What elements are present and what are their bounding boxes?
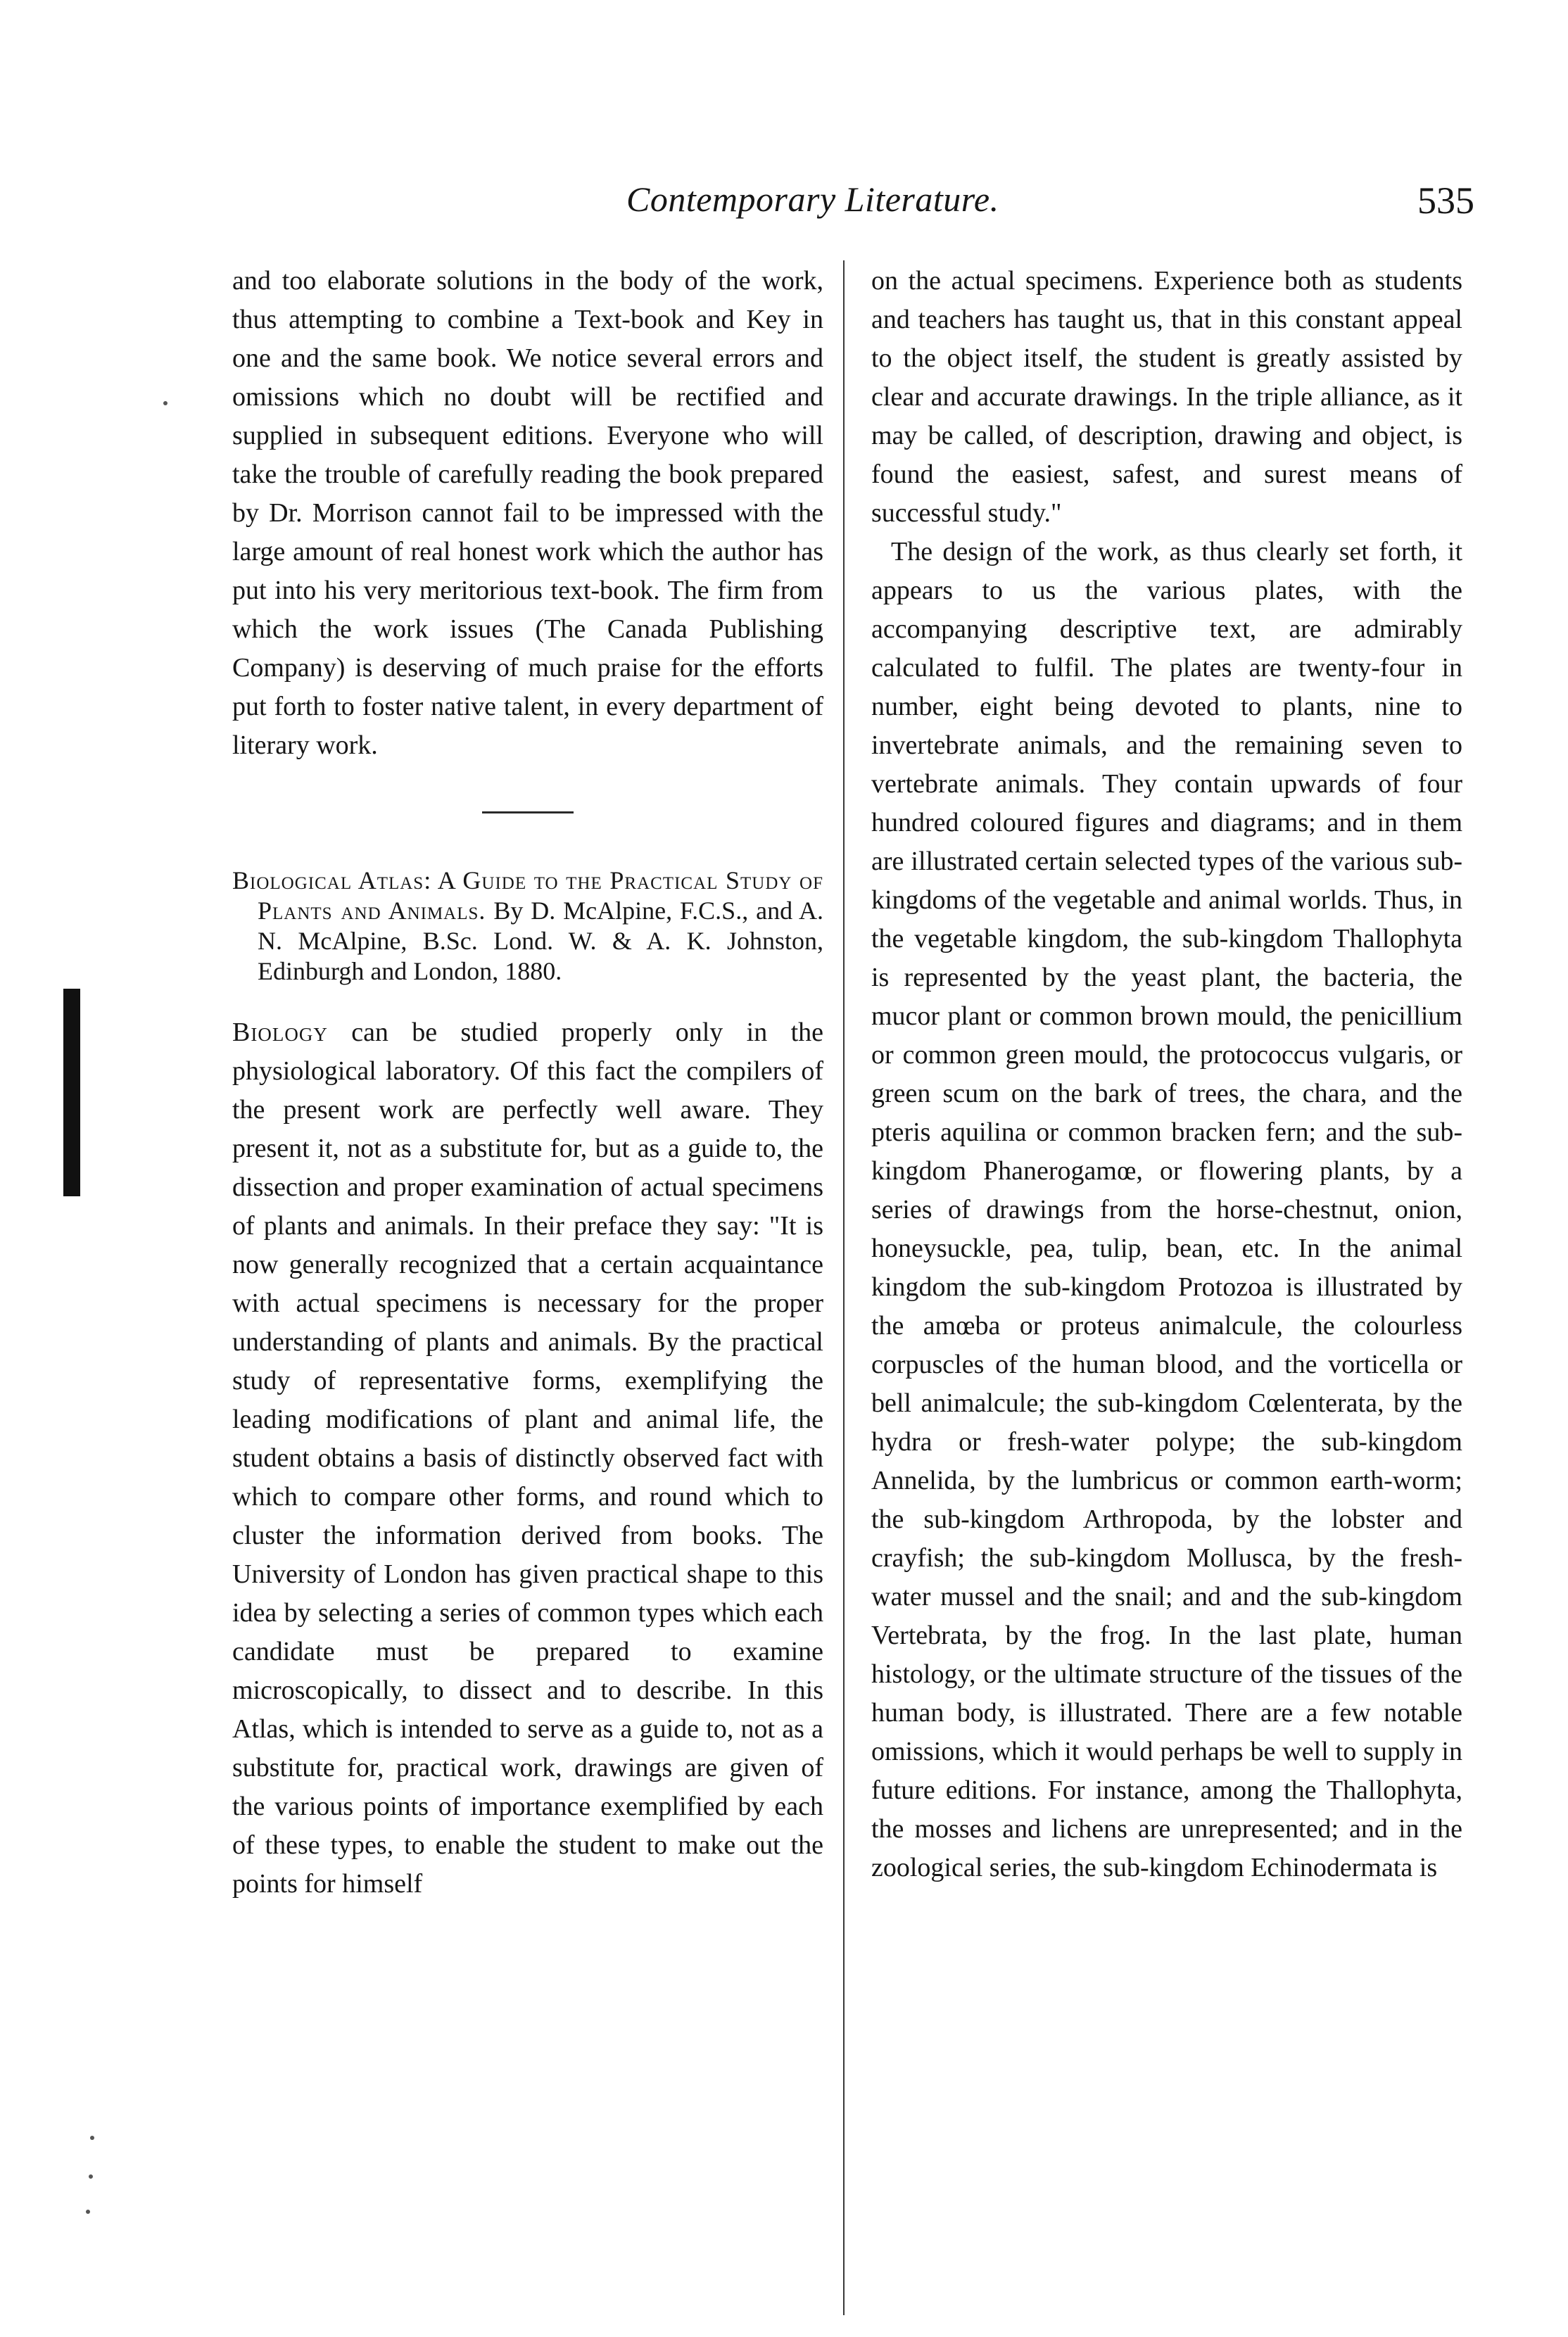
review-title: Biological Atlas: A Guide to the Practical Study of Plants and Animals. <box>232 866 823 925</box>
right-paragraph-design: The design of the work, as thus clearly set forth, it appears to us the various plates, with the accompanying descriptive text, are admirably calculated to fulfil. The plates are twenty-four in number, eight being devoted to plants, nine to invertebrate animals, and the remaining seven to vertebrate animals. They contain upwards of four hundred coloured figures and diagrams; and in them are illustrated certain selected types of the various sub-kingdoms of the vegetable and animal worlds. Thus, in the vegetable kingdom, the sub-kingdom Thallophyta is represented by the yeast plant, the bacteria, the mucor plant or common brown mould, the penicillium or common green mould, the protococcus vulgaris, or green scum on the bark of trees, the chara, and the pteris aquilina or common bracken fern; and the sub-kingdom Phanerogamœ, or flowering plants, by a series of drawings from the horse-chestnut, onion, honeysuckle, pea, tulip, bean, etc. In the animal kingdom the sub-kingdom Protozoa is illustrated by the amœba or proteus animalcule, the colourless corpuscles of the human blood, and the vorticella or bell animalcule; the sub-kingdom Cœlenterata, by the hydra or fresh-water polype; the sub-kingdom Annelida, by the lumbricus or common earth-worm; the sub-kingdom Arthropoda, by the lobster and crayfish; the sub-kingdom Mollusca, by the fresh-water mussel and the snail; and and the sub-kingdom Vertebrata, by the frog. In the last plate, human histology, or the ultimate structure of the tissues of the human body, is illustrated. There are a few notable omissions, which it would perhaps be well to supply in future editions. For instance, among the Thallophyta, the mosses and lichens are unrepresented; and in the zoological series, the sub-kingdom Echinodermata is <box>871 537 1462 1882</box>
running-title: Contemporary Literature. <box>626 179 999 219</box>
right-paragraph-quote-end: on the actual specimens. Experience both as students and teachers has taught us, that in this constant appeal to the object itself, the student is greatly assisted by clear and accurate drawings. In the triple alliance, as it may be called, of description, drawing and object, is found the easiest, safest, and surest means of successful study." <box>871 266 1462 528</box>
review-details: By D. McAlpine, F.C.S., and A. N. McAlpine, B.Sc. Lond. W. & A. K. Johnston, Edinburgh and London, 1880. <box>258 897 824 985</box>
margin-speck <box>89 2174 93 2179</box>
review-lead-word: Biology <box>232 1018 328 1047</box>
left-paragraph-continued: and too elaborate solutions in the body of the work, thus attempting to combine a Text-book and Key in one and the same book. We notice several errors and omissions which no doubt will be rectified and supplied in subsequent editions. Everyone who will take the trouble of carefully reading the book prepared by Dr. Morrison cannot fail to be impressed with the large amount of real honest work which the author has put into his very meritorious text-book. The firm from which the work issues (The Canada Publishing Company) is deserving of much praise for the efforts put forth to foster native talent, in every department of literary work. <box>232 266 823 760</box>
margin-speck <box>90 2136 94 2140</box>
column-divider <box>843 260 845 2315</box>
page-number: 535 <box>1417 179 1474 222</box>
left-paragraph-review <box>232 1013 823 1904</box>
review-heading <box>232 866 823 987</box>
margin-scan-mark <box>63 989 80 1196</box>
review-body-text: can be studied properly only in the physiological laboratory. Of this fact the compilers of the present work are perfectly well aware. They present it, not as a substitute for, but as a guide to, the dissection and proper examination of actual specimens of plants and animals. In their preface they say: "It is now generally recognized that a certain acquaintance with actual specimens is necessary for the proper understanding of plants and animals. By the practical study of representative forms, exemplifying the leading modifications of plant and animal life, the student obtains a basis of distinctly observed fact with which to compare other forms, and round which to cluster the information derived from books. The University of London has given practical shape to this idea by selecting a series of common types which each candidate must be prepared to examine microscopically, to dissect and to describe. In this Atlas, which is intended to serve as a guide to, not as a substitute for, practical work, drawings are given of the various points of importance exemplified by each of these types, to enable the student to make out the points for himself <box>232 1018 824 1899</box>
section-divider <box>482 811 574 813</box>
margin-speck <box>163 401 167 405</box>
right-column <box>871 262 1462 1887</box>
left-column <box>232 262 823 1904</box>
page-header <box>232 179 1485 228</box>
margin-speck <box>86 2210 90 2214</box>
